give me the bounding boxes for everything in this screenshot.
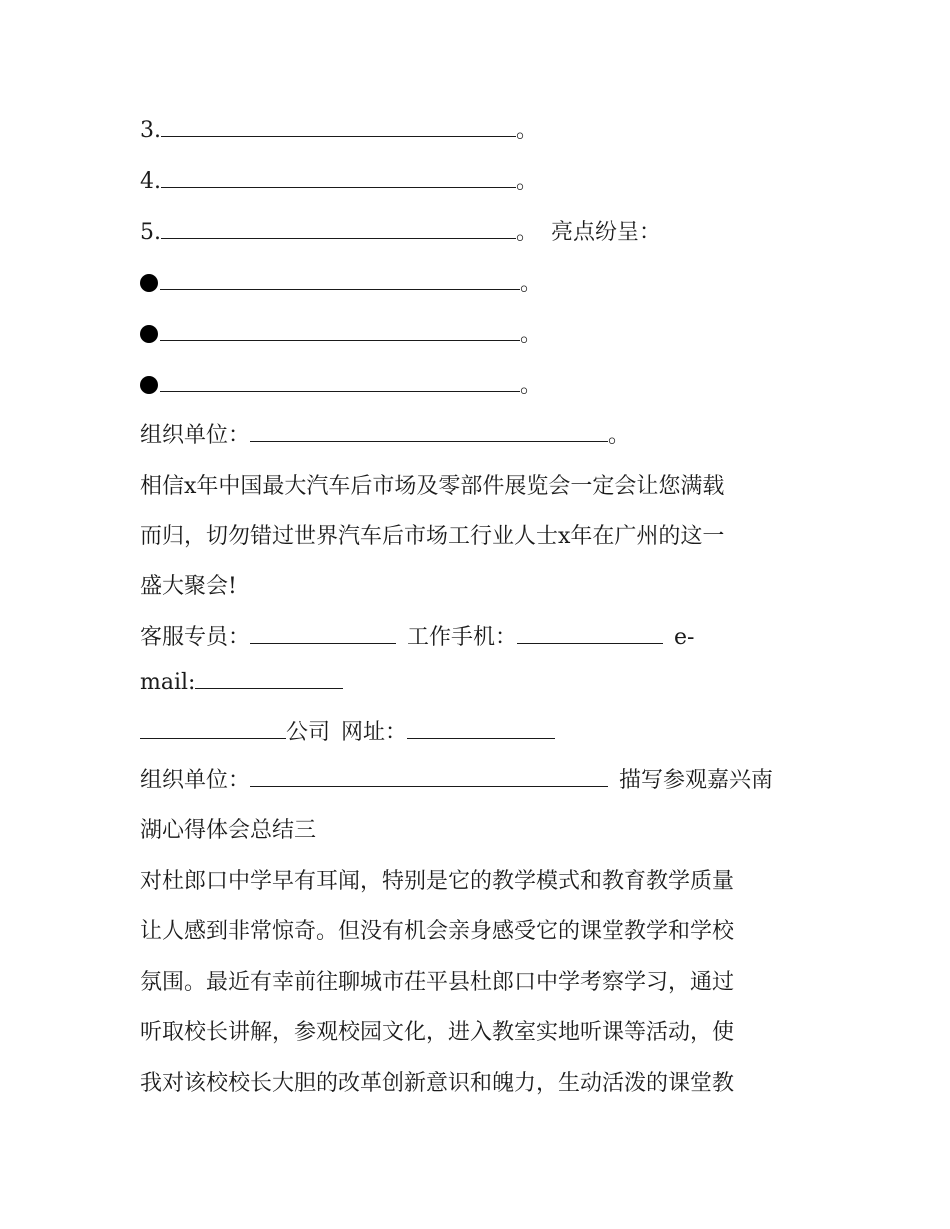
essay-title: 湖心得体会总结三 — [140, 818, 317, 843]
item-end: 。 — [516, 169, 539, 194]
item-end: 。 — [520, 373, 543, 398]
essay-line: 氛围。最近有幸前往聊城市茌平县杜郎口中学考察学习，通过 — [140, 970, 735, 995]
organizer-line — [140, 421, 630, 451]
email-prefix: e- — [674, 625, 695, 650]
fill-blank — [250, 766, 608, 787]
company-line — [140, 718, 555, 748]
numbered-item-4 — [140, 167, 538, 197]
bullet-item — [140, 371, 542, 401]
highlights-heading: 亮点纷呈： — [551, 220, 662, 245]
company-label: 公司 — [286, 720, 331, 745]
invitation-line: 而归，切勿错过世界汽车后市场工行业人士x年在广州的这一 — [140, 524, 725, 549]
essay-line: 对杜郎口中学早有耳闻，特别是它的教学模式和教育教学质量 — [140, 869, 735, 894]
fill-blank — [407, 718, 555, 739]
bullet-item — [140, 269, 542, 299]
service-label: 客服专员： — [140, 625, 251, 650]
fill-blank — [160, 320, 520, 341]
email-line — [140, 668, 343, 698]
organizer-label: 组织单位： — [140, 423, 251, 448]
fill-blank — [161, 218, 516, 239]
item-number: 5. — [140, 220, 161, 245]
fill-blank — [161, 167, 516, 188]
item-end: 。 — [520, 322, 543, 347]
bullet-icon — [140, 325, 158, 343]
fill-blank — [160, 371, 520, 392]
bullet-icon — [140, 376, 158, 394]
essay-line: 听取校长讲解，参观校园文化，进入教室实地听课等活动，使 — [140, 1020, 735, 1045]
organizer-line — [140, 766, 773, 796]
fill-blank — [195, 668, 343, 689]
organizer-label: 组织单位： — [140, 768, 251, 793]
numbered-item-3 — [140, 116, 538, 146]
fill-blank — [517, 623, 663, 644]
item-end: 。 — [608, 423, 631, 448]
item-number: 3. — [140, 118, 161, 143]
bullet-icon — [140, 274, 158, 292]
fill-blank — [140, 718, 286, 739]
contact-line — [140, 623, 694, 653]
email-label: mail: — [140, 670, 196, 695]
fill-blank — [250, 623, 396, 644]
fill-blank — [161, 116, 516, 137]
mobile-label: 工作手机： — [407, 625, 518, 650]
item-end: 。 — [520, 271, 543, 296]
item-end: 。 — [516, 220, 539, 245]
essay-line: 我对该校校长大胆的改革创新意识和魄力，生动活泼的课堂教 — [140, 1071, 735, 1096]
numbered-item-5 — [140, 218, 661, 248]
item-end: 。 — [516, 118, 539, 143]
fill-blank — [160, 269, 520, 290]
invitation-line: 盛大聚会! — [140, 574, 237, 599]
bullet-item — [140, 320, 542, 350]
invitation-line: 相信x年中国最大汽车后市场及零部件展览会一定会让您满载 — [140, 474, 725, 499]
fill-blank — [250, 421, 608, 442]
essay-line: 让人感到非常惊奇。但没有机会亲身感受它的课堂教学和学校 — [140, 919, 735, 944]
item-number: 4. — [140, 169, 161, 194]
essay-title-start: 描写参观嘉兴南 — [619, 768, 774, 793]
website-label: 网址： — [341, 720, 408, 745]
